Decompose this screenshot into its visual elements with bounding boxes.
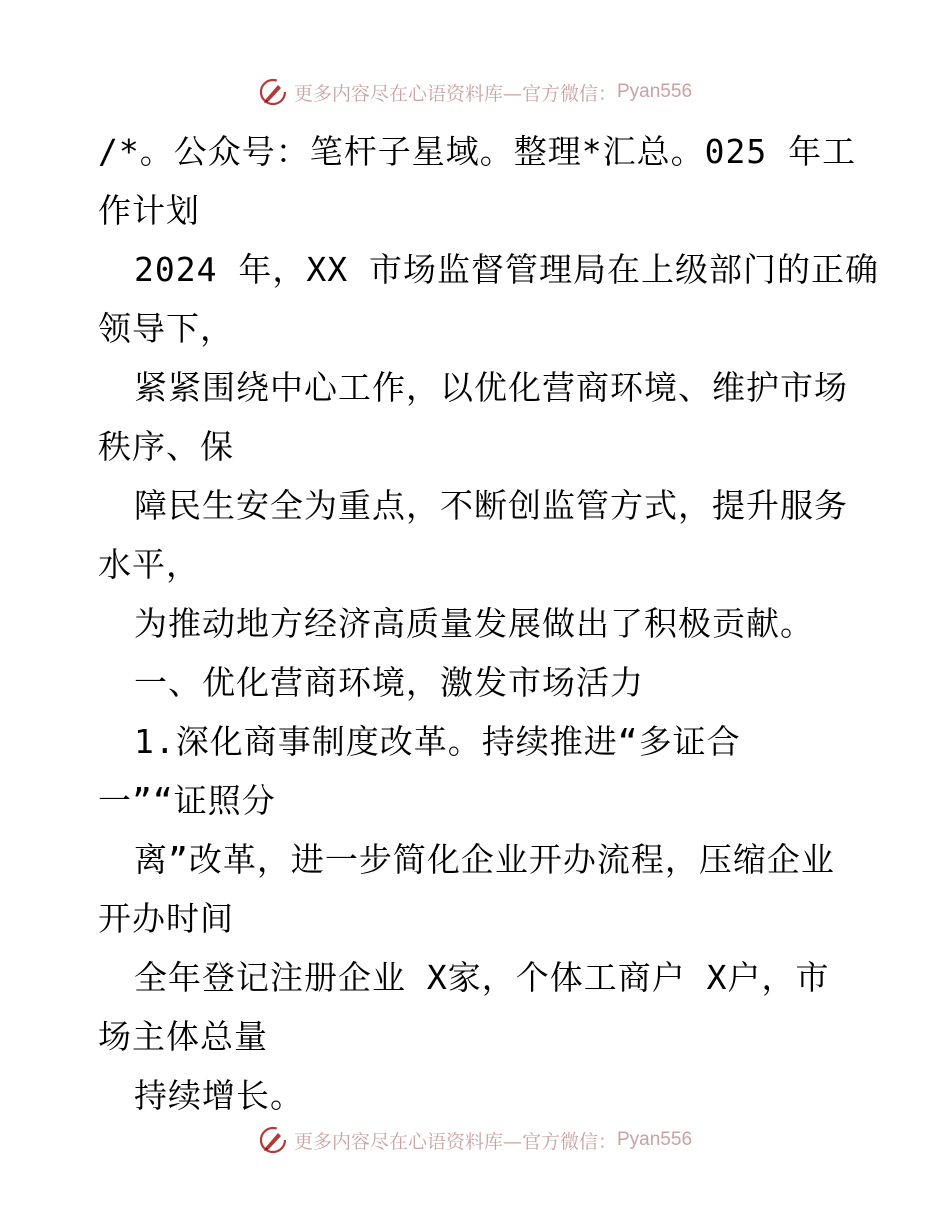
text-line: 2024 年，XX 市场监督管理局在上级部门的正确: [134, 250, 879, 289]
text-line: 紧紧围绕中心工作，以优化营商环境、维护市场: [134, 368, 848, 407]
document-body: [98, 122, 879, 1125]
text-line: 全年登记注册企业 X家，个体工商户 X户，市: [134, 958, 830, 997]
watermark-text: 更多内容尽在心语资料库—官方微信：: [293, 1130, 617, 1153]
text-line: 领导下，: [98, 309, 234, 348]
pen-logo-icon: [258, 1125, 288, 1155]
text-line: 秩序、保: [98, 427, 234, 466]
text-line: 一”“证照分: [98, 781, 276, 820]
header-watermark: [0, 72, 950, 112]
text-line: 开办时间: [98, 899, 234, 938]
pen-logo-icon: [258, 77, 288, 107]
text-line: 1.深化商事制度改革。持续推进“多证合: [134, 722, 741, 761]
text-line: 水平，: [98, 545, 200, 584]
text-line: 障民生安全为重点，不断创监管方式，提升服务: [134, 486, 848, 525]
text-line: 离”改革，进一步简化企业开办流程，压缩企业: [134, 840, 835, 879]
text-line: 作计划: [98, 191, 200, 230]
text-line: 场主体总量: [98, 1017, 268, 1056]
text-line: /*。公众号：笔杆子星域。整理*汇总。025 年工: [98, 132, 857, 171]
text-line: 为推动地方经济高质量发展做出了积极贡献。: [134, 604, 814, 643]
footer-watermark: [0, 1120, 950, 1160]
watermark-account: Pyan556: [617, 81, 693, 102]
section-heading: 一、优化营商环境，激发市场活力: [134, 663, 644, 702]
text-line: 持续增长。: [134, 1076, 304, 1115]
watermark-account: Pyan556: [617, 1129, 693, 1150]
watermark-text: 更多内容尽在心语资料库—官方微信：: [293, 82, 617, 105]
